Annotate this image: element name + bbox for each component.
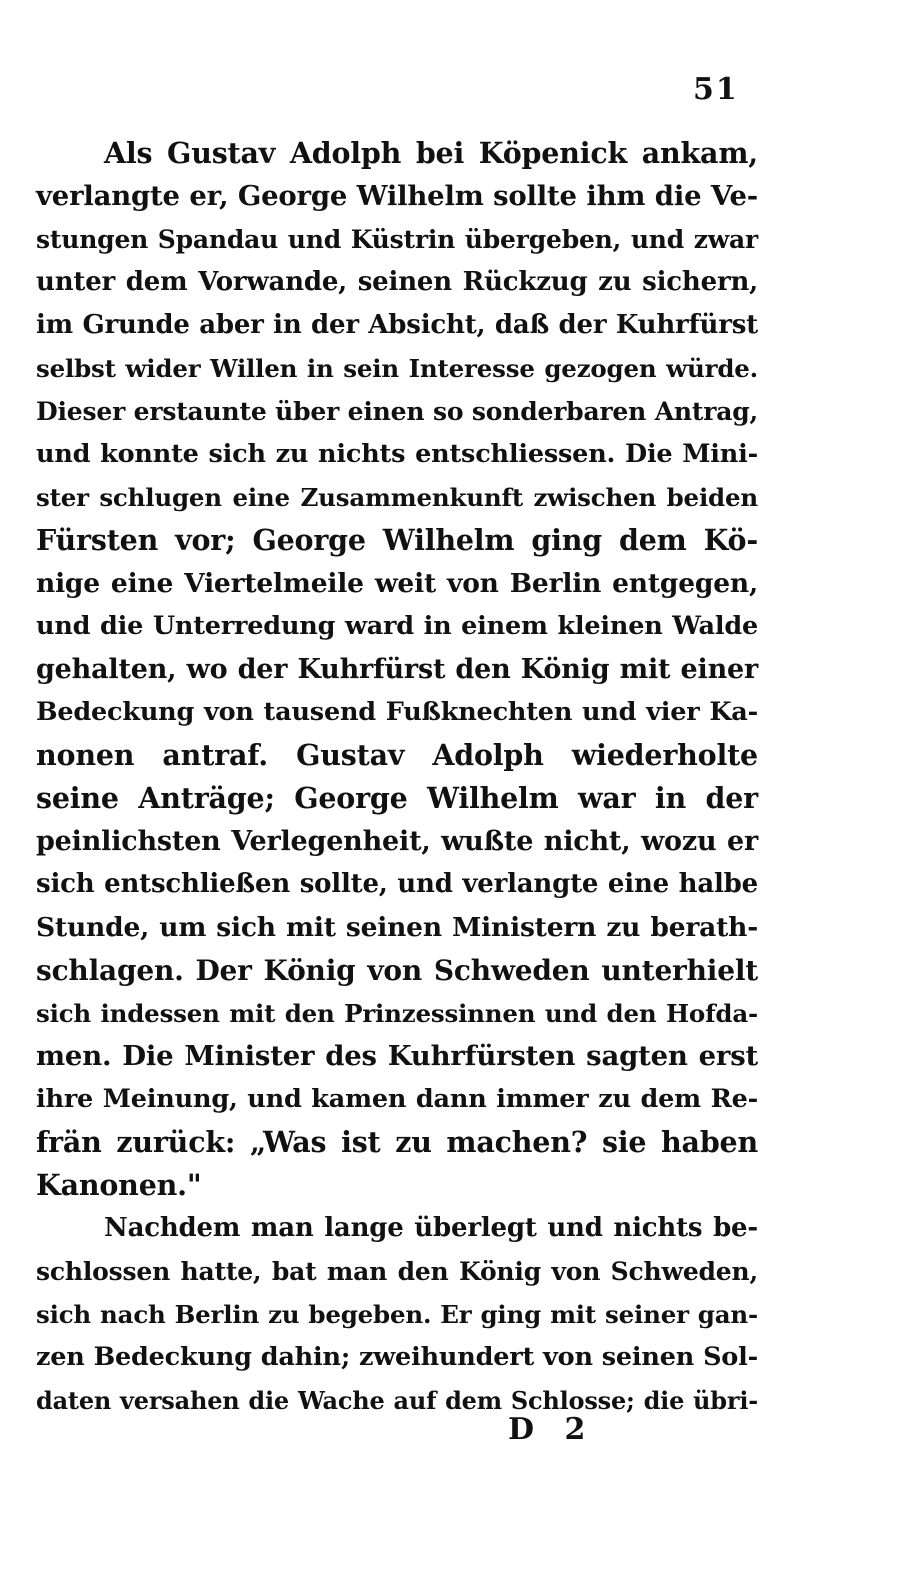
text-line: seine Anträge; George Wilhelm war in der — [36, 781, 758, 815]
text-line: Nachdem man lange überlegt und nichts be- — [104, 1213, 758, 1243]
page-number: 51 — [693, 72, 739, 107]
text-line: Stunde, um sich mit seinen Ministern zu berath- — [36, 912, 758, 943]
text-line: sich indessen mit den Prinzessinnen und den Hofda- — [36, 999, 758, 1028]
text-line: Fürsten vor; George Wilhelm ging dem Kö- — [36, 523, 758, 557]
text-line: ster schlugen eine Zusammenkunft zwischen beiden — [36, 483, 758, 512]
text-line: sich entschließen sollte, und verlangte eine halbe — [36, 869, 758, 899]
text-line: Als Gustav Adolph bei Köpenick ankam, — [104, 136, 758, 170]
text-line: im Grunde aber in der Absicht, daß der Kuhrfürst — [36, 310, 758, 340]
text-line: sich nach Berlin zu begeben. Er ging mit seiner gan- — [36, 1300, 758, 1329]
text-line: nonen antraf. Gustav Adolph wiederholte — [36, 738, 758, 772]
text-line: ihre Meinung, und kamen dann immer zu dem Re- — [36, 1084, 758, 1114]
text-line: nige eine Viertelmeile weit von Berlin entgegen, — [36, 568, 758, 599]
text-line: schlossen hatte, bat man den König von Schweden, — [36, 1257, 758, 1286]
text-line: Dieser erstaunte über einen so sonderbaren Antrag, — [36, 397, 758, 426]
paragraph-2 — [36, 1207, 758, 1422]
text-line: Kanonen." — [36, 1168, 202, 1202]
text-line: men. Die Minister des Kuhrfürsten sagten erst — [36, 1040, 758, 1072]
body-text — [36, 132, 758, 1422]
text-line: peinlichsten Verlegenheit, wußte nicht, wozu er — [36, 826, 758, 857]
text-line: zen Bedeckung dahin; zweihundert von seinen Sol- — [36, 1342, 758, 1372]
text-line: daten versahen die Wache auf dem Schlosse; die übri- — [36, 1386, 758, 1415]
text-line: verlangte er, George Wilhelm sollte ihm die Ve- — [36, 180, 758, 212]
text-line: stungen Spandau und Küstrin übergeben, und zwar — [36, 225, 758, 254]
text-line: selbst wider Willen in sein Interesse gezogen würde. — [36, 354, 758, 383]
text-line: schlagen. Der König von Schweden unterhielt — [36, 954, 758, 987]
text-line: und die Unterredung ward in einem kleinen Walde — [36, 611, 758, 641]
text-line: gehalten, wo der Kuhrfürst den König mit einer — [36, 654, 758, 685]
paragraph-1 — [36, 132, 758, 1207]
text-line: unter dem Vorwande, seinen Rückzug zu sichern, — [36, 267, 758, 297]
text-line: und konnte sich zu nichts entschliessen. Die Mini- — [36, 439, 758, 469]
text-line: Bedeckung von tausend Fußknechten und vier Ka- — [36, 697, 758, 727]
text-line: frän zurück: „Was ist zu machen? sie haben — [36, 1125, 758, 1159]
signature-mark: D 2 — [508, 1412, 596, 1447]
